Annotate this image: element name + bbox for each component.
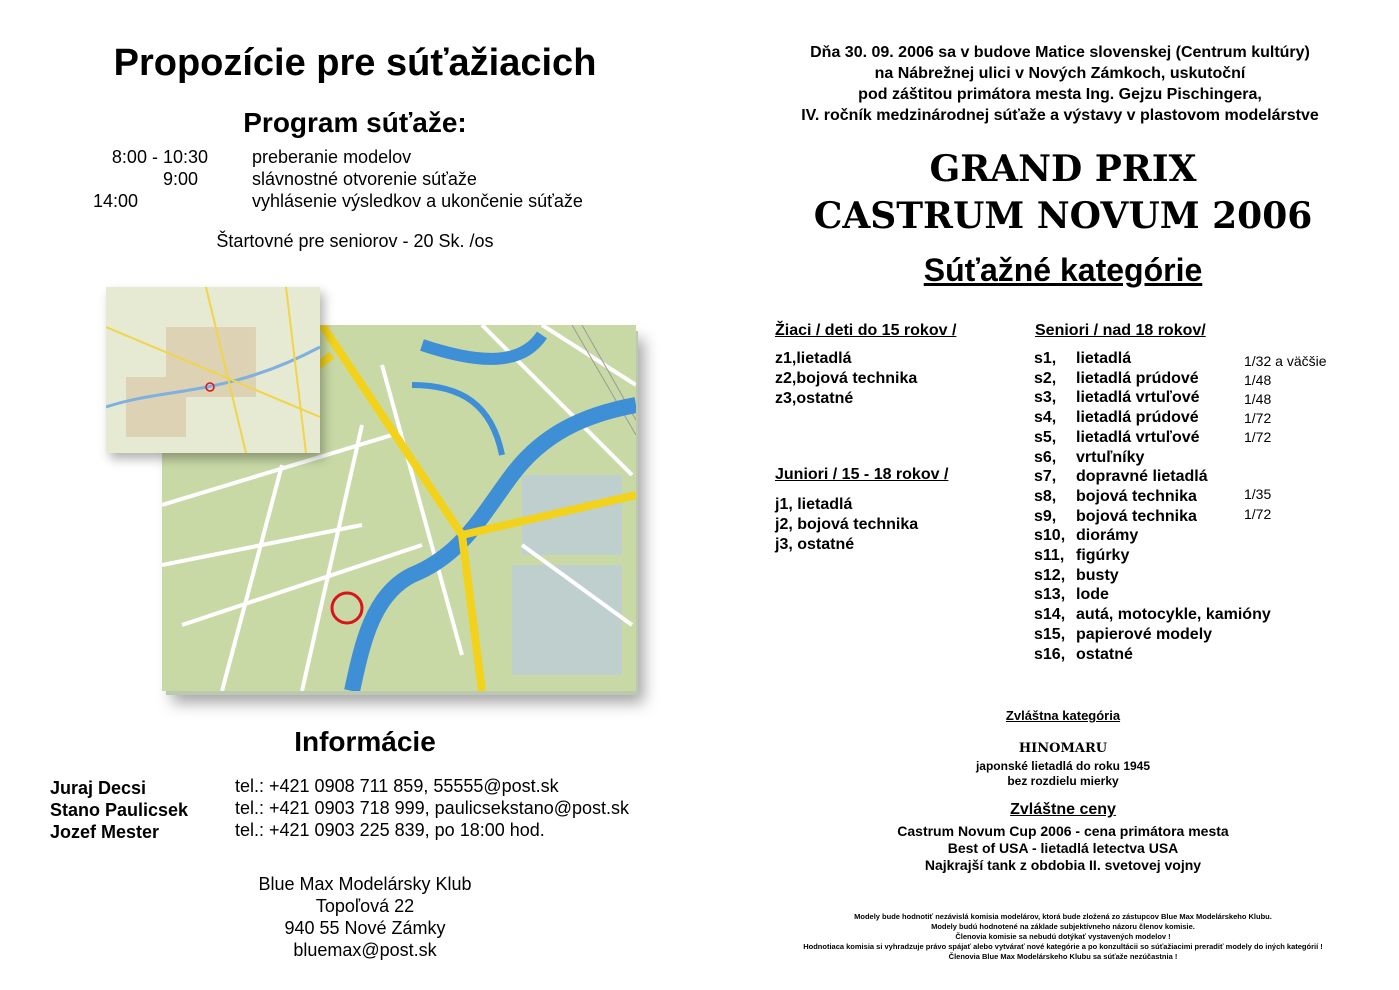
program-desc: preberanie modelov xyxy=(252,147,412,167)
seniori-code: s8, xyxy=(1034,488,1057,505)
seniori-code: s16, xyxy=(1034,646,1066,663)
seniori-scale: 1/32 a väčšie xyxy=(1244,353,1327,369)
seniori-code: s6, xyxy=(1034,449,1057,466)
seniori-name: lietadlá prúdové xyxy=(1076,409,1199,426)
program-desc: slávnostné otvorenie súťaže xyxy=(252,169,477,189)
prize-item: Castrum Novum Cup 2006 - cena primátora mesta xyxy=(897,823,1229,839)
seniori-code: s9, xyxy=(1034,508,1057,525)
seniori-name: busty xyxy=(1076,567,1119,584)
prize-item: Najkrajší tank z obdobia II. svetovej vojny xyxy=(924,857,1202,873)
seniori-code: s1, xyxy=(1034,350,1057,367)
seniori-name: lietadlá prúdové xyxy=(1076,370,1199,387)
intro-line: IV. ročník medzinárodnej súťaže a výstavy v plastovom modelárstve xyxy=(801,107,1319,124)
categories-title: Súťažné kategórie xyxy=(923,252,1203,288)
ziaci-item: z3,ostatné xyxy=(775,390,854,407)
ziaci-item: z1,lietadlá xyxy=(775,350,852,367)
intro-line: na Nábrežnej ulici v Nových Zámkoch, uskutoční xyxy=(874,65,1246,82)
start-fee: Štartovné pre seniorov - 20 Sk. /os xyxy=(216,231,494,251)
prizes-title: Zvláštne ceny xyxy=(1010,801,1116,818)
contact-tel: tel.: +421 0903 718 999, paulicsekstano@post.sk xyxy=(235,798,630,818)
contact-tel: tel.: +421 0903 225 839, po 18:00 hod. xyxy=(235,820,545,840)
contact-tel: tel.: +421 0908 711 859, 55555@post.sk xyxy=(235,776,559,796)
seniori-name: dopravné lietadlá xyxy=(1076,468,1208,485)
hinomaru-desc: japonské lietadlá do roku 1945 xyxy=(975,759,1151,773)
juniori-item: j2, bojová technika xyxy=(775,516,919,533)
seniori-name: diorámy xyxy=(1076,527,1139,544)
seniori-heading: Seniori / nad 18 rokov/ xyxy=(1035,322,1206,339)
seniori-code: s7, xyxy=(1034,468,1057,485)
seniori-code: s2, xyxy=(1034,370,1057,387)
juniori-heading: Juniori / 15 - 18 rokov / xyxy=(775,466,949,483)
seniori-code: s14, xyxy=(1034,606,1066,623)
seniori-scale: 1/72 xyxy=(1244,506,1272,522)
fine-print: Hodnotiaca komisia si vyhradzuje právo spájať alebo vytvárať nové kategórie a po konzultácii so súťažiacimi preradiť modely do iných kategórií ! xyxy=(803,942,1323,951)
location-map xyxy=(92,275,640,695)
fine-print: Modely budú hodnotené na základe subjektívneho názoru členov komisie. xyxy=(931,922,1195,931)
seniori-scale: 1/72 xyxy=(1244,410,1272,426)
program-desc: vyhlásenie výsledkov a ukončenie súťaže xyxy=(252,191,583,211)
seniori-name: lietadlá vrtuľové xyxy=(1076,389,1200,406)
special-category-title: Zvláštna kategória xyxy=(1005,708,1121,723)
intro xyxy=(730,42,1390,126)
contact-name: Jozef Mester xyxy=(50,822,160,842)
event-title-line2: CASTRUM NOVUM 2006 xyxy=(813,195,1313,237)
seniori-name: vrtuľníky xyxy=(1076,449,1145,466)
contact-name: Juraj Decsi xyxy=(50,778,147,798)
seniori-scale: 1/72 xyxy=(1244,429,1272,445)
club-street: Topoľová 22 xyxy=(315,896,415,916)
juniori-item: j3, ostatné xyxy=(775,536,855,553)
seniori-name: lietadlá vrtuľové xyxy=(1076,429,1200,446)
info-title: Informácie xyxy=(294,726,436,757)
hinomaru-title: HINOMARU xyxy=(1018,741,1108,756)
ziaci-item: z2,bojová technika xyxy=(775,370,918,387)
contact-name: Stano Paulicsek xyxy=(50,800,189,820)
seniori-scale: 1/35 xyxy=(1244,486,1272,502)
seniori-name: papierové modely xyxy=(1076,626,1213,643)
club-name: Blue Max Modelársky Klub xyxy=(258,874,472,894)
club-email: bluemax@post.sk xyxy=(293,940,437,960)
seniori-scale: 1/48 xyxy=(1244,391,1272,407)
seniori-name: bojová technika xyxy=(1076,508,1197,525)
seniori-code: s5, xyxy=(1034,429,1057,446)
seniori-code: s12, xyxy=(1034,567,1066,584)
fine-print: Členovia komisie sa nebudú dotýkať vystavených modelov ! xyxy=(955,932,1171,941)
club-city: 940 55 Nové Zámky xyxy=(284,918,446,938)
seniori-code: s13, xyxy=(1034,586,1066,603)
event-title-line1: GRAND PRIX xyxy=(929,148,1197,190)
seniori-code: s15, xyxy=(1034,626,1066,643)
program-time: 8:00 - 10:30 xyxy=(111,147,208,167)
seniori-name: lode xyxy=(1076,586,1109,603)
intro-line: pod záštitou primátora mesta Ing. Gejzu Pischingera, xyxy=(858,86,1262,103)
hinomaru-desc: bez rozdielu mierky xyxy=(1007,774,1119,788)
juniori-item: j1, lietadlá xyxy=(775,496,853,513)
fine-print: Modely bude hodnotiť nezávislá komisia modelárov, ktorá bude zložená zo zástupcov Blue Max Modelárskeho Klubu. xyxy=(854,912,1272,921)
city-map-inset xyxy=(106,287,320,453)
seniori-code: s3, xyxy=(1034,389,1057,406)
seniori-scale: 1/48 xyxy=(1244,372,1272,388)
intro-line: Dňa 30. 09. 2006 sa v budove Matice slovenskej (Centrum kultúry) xyxy=(810,44,1310,61)
prize-item: Best of USA - lietadlá letectva USA xyxy=(947,840,1179,856)
seniori-name: figúrky xyxy=(1076,547,1130,564)
seniori-code: s11, xyxy=(1034,547,1065,564)
program-time: 9:00 xyxy=(162,169,198,189)
seniori-code: s10, xyxy=(1034,527,1066,544)
program-time: 14:00 xyxy=(92,191,138,211)
seniori-code: s4, xyxy=(1034,409,1057,426)
seniori-name: bojová technika xyxy=(1076,488,1197,505)
ziaci-heading: Žiaci / deti do 15 rokov / xyxy=(775,322,957,339)
left-title: Propozície pre súťažiacich xyxy=(113,42,597,84)
fine-print: Členovia Blue Max Modelárskeho Klubu sa súťaže nezúčastnia ! xyxy=(948,952,1178,961)
seniori-name: lietadlá xyxy=(1076,350,1132,367)
seniori-name: autá, motocykle, kamióny xyxy=(1076,606,1271,623)
seniori-name: ostatné xyxy=(1076,646,1133,663)
program-title: Program súťaže: xyxy=(243,107,467,138)
